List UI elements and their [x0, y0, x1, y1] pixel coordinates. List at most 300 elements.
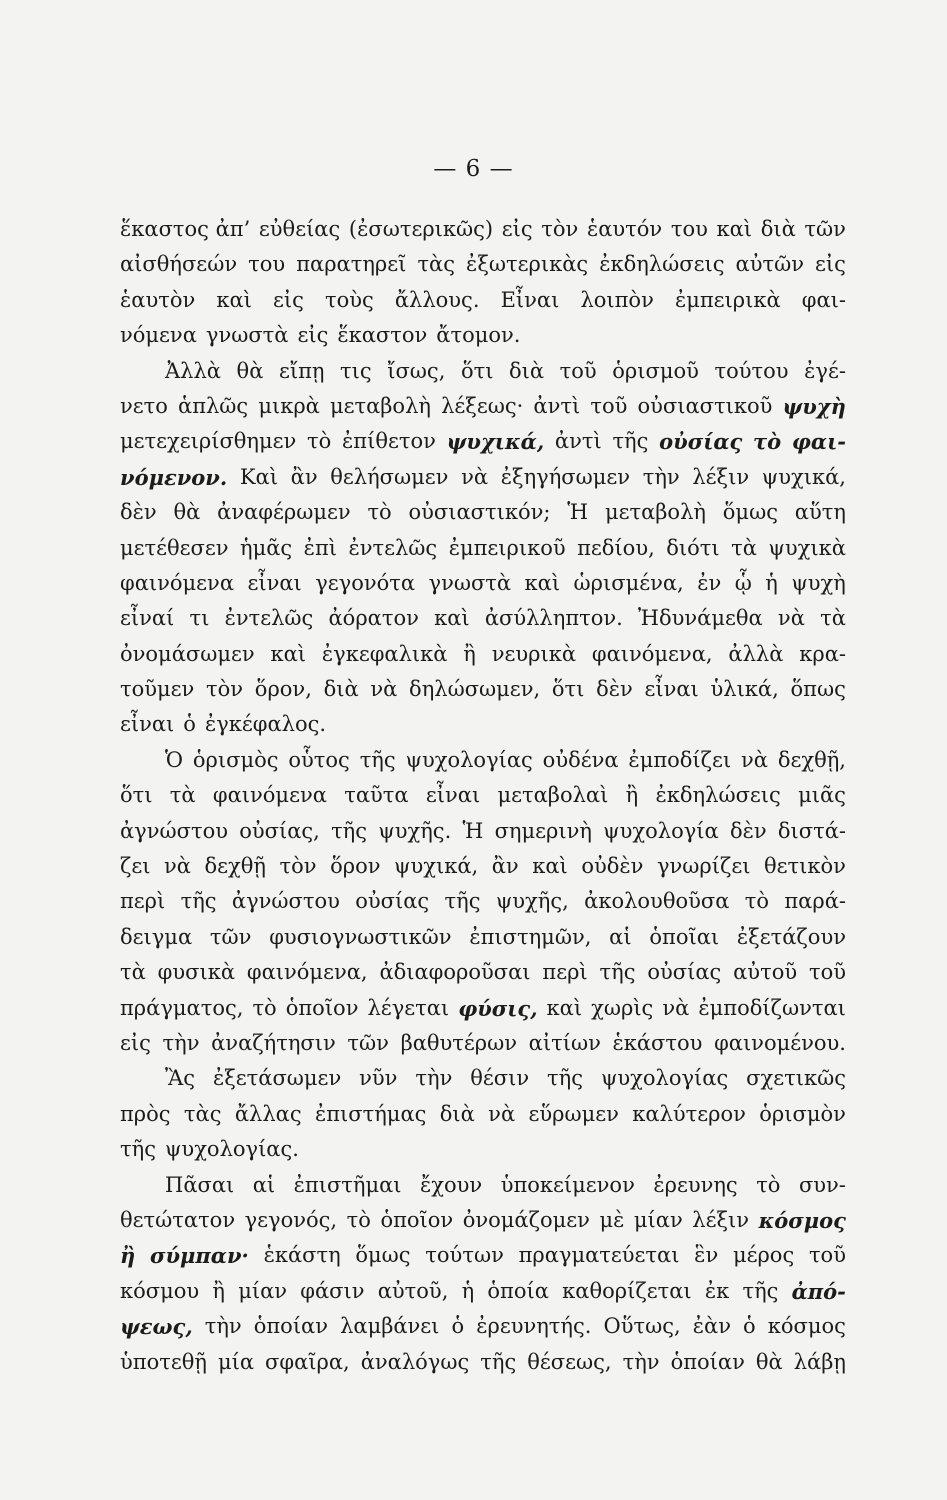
- word: μετέθεσεν: [120, 535, 229, 560]
- text-line: [120, 1274, 846, 1309]
- word: ὅτι: [551, 677, 585, 702]
- word: γεγονότα: [315, 570, 416, 595]
- word: ἐξετάζουν: [736, 924, 846, 949]
- word: οὗτος: [288, 747, 350, 772]
- word: Καὶ: [239, 464, 278, 489]
- word: βαθυτέρων: [400, 1030, 518, 1055]
- word: μίαν: [633, 1207, 683, 1232]
- word: φαι-: [801, 287, 846, 312]
- word: πρὸς: [120, 1101, 171, 1126]
- word: φάσιν: [300, 1278, 365, 1303]
- word: ψυχολογίας: [600, 1066, 729, 1091]
- word: δεχθῇ,: [777, 747, 846, 772]
- word: τὸν: [206, 677, 244, 702]
- word: ὁποῖον: [380, 1207, 454, 1232]
- word: ἐρευνης: [653, 1172, 738, 1197]
- text-line: [120, 955, 846, 990]
- word: πραγματεύεται: [518, 1243, 680, 1268]
- word: τις: [340, 358, 372, 383]
- emphasized-word: ἀπό-: [791, 1278, 846, 1304]
- emphasized-word: οὐσίας: [659, 429, 743, 455]
- word: τὸ: [756, 1172, 781, 1197]
- word: δειγμα: [120, 924, 193, 949]
- text-line: [120, 884, 846, 919]
- word: ἀντὶ: [554, 429, 602, 454]
- word: αὐτοῦ: [733, 960, 798, 985]
- word: ἑκάστου: [612, 1030, 703, 1055]
- word: εἶναι: [120, 712, 175, 737]
- word: τὰ: [120, 960, 146, 985]
- word: τὰ: [820, 606, 846, 631]
- word: νόμενα: [120, 323, 197, 348]
- word: ἡ: [461, 1278, 475, 1303]
- word: τὴν: [622, 1349, 660, 1374]
- word: ψυχικά,: [761, 464, 846, 489]
- word: τὴν: [162, 1030, 200, 1055]
- word: ἀγνώστου: [120, 818, 228, 843]
- text-line: [120, 1061, 846, 1096]
- word: πεδίου,: [577, 535, 655, 560]
- word: ὅρον: [330, 854, 381, 879]
- word: λέξιν: [692, 464, 750, 489]
- word: Οὕτως,: [603, 1314, 681, 1339]
- word: τὸ: [252, 995, 277, 1020]
- word: εὕρωμεν: [528, 1101, 619, 1126]
- word: διὰ: [323, 677, 359, 702]
- word: ἐρευνητής.: [476, 1314, 592, 1339]
- text-line: [120, 212, 846, 247]
- word: εἰς: [272, 287, 304, 312]
- word: εἴπῃ: [278, 358, 325, 383]
- word: Ἂς: [165, 1066, 196, 1091]
- word: θετικὸν: [763, 854, 846, 879]
- word: τῶν: [347, 1030, 389, 1055]
- word: ἀλλὰ: [728, 641, 784, 666]
- word: οὐσίας: [647, 960, 722, 985]
- word: τὰς: [183, 1101, 222, 1126]
- text-line: [120, 389, 846, 424]
- word: τι: [189, 606, 210, 631]
- word: θέσιν: [470, 1066, 530, 1091]
- word: λάβῃ: [793, 1349, 846, 1374]
- word: μία: [217, 1349, 255, 1374]
- word: καὶ: [532, 854, 568, 879]
- word: ἡμᾶς: [240, 535, 293, 560]
- word: Εἶναι: [500, 287, 560, 312]
- word: ἀναφέρωμεν: [217, 500, 351, 525]
- word: ἁπλῶς: [178, 393, 249, 418]
- word: ὅρον,: [254, 677, 312, 702]
- word: κόσμου: [120, 1278, 200, 1303]
- word: ἢ: [625, 783, 639, 808]
- word: καὶ: [524, 570, 561, 595]
- word: τὴν: [204, 1314, 242, 1339]
- text-line: [120, 460, 846, 495]
- word: ὁποία: [487, 1278, 549, 1303]
- word: σημερινὴ: [494, 818, 592, 843]
- word: ἐὰν: [692, 1314, 731, 1339]
- word: ὁποῖαι: [649, 924, 720, 949]
- word: θὰ: [173, 500, 201, 525]
- word: ὑποκείμενον: [500, 1172, 635, 1197]
- word: ψυχολογίας.: [164, 1137, 299, 1162]
- word: τὸν: [541, 217, 579, 241]
- word: μικρὰ: [258, 393, 320, 418]
- word: ἀναλόγως: [360, 1349, 470, 1374]
- word: τὰ: [731, 535, 757, 560]
- word: ὅμως: [722, 500, 778, 525]
- word: ὁ: [183, 712, 196, 737]
- word: ἐκδηλώσεις: [655, 783, 781, 808]
- word: φαινομένου.: [714, 1030, 846, 1055]
- word: εἰς: [297, 323, 329, 348]
- word: συν-: [798, 1172, 846, 1197]
- word: ὀνομάσωμεν: [120, 641, 255, 666]
- word: σχετικῶς: [746, 1066, 846, 1091]
- word: ψυχολογίας: [405, 747, 533, 772]
- word: ἀόρατον: [328, 606, 419, 631]
- word: φαινόμενα: [120, 570, 235, 595]
- text-line: [120, 531, 846, 566]
- text-line: [120, 354, 846, 389]
- word: του: [670, 217, 708, 241]
- word: οὐδένα: [542, 747, 619, 772]
- word: ἕκαστος ἀπ’: [120, 217, 251, 241]
- word: τῆς: [547, 1066, 584, 1091]
- word: καὶ: [434, 606, 470, 631]
- text-line: [120, 1238, 846, 1273]
- text-line: [120, 495, 846, 530]
- word: ὅτι: [120, 783, 153, 808]
- word: ἐμποδίζωνται: [698, 995, 846, 1020]
- word: θὰ: [755, 1349, 783, 1374]
- word: καὶ: [546, 995, 583, 1020]
- body-text: [120, 212, 846, 1380]
- word: ὁποῖον: [285, 995, 359, 1020]
- word: ὀνομάζομεν: [462, 1207, 590, 1232]
- word: ἐκ: [704, 1278, 730, 1303]
- word: ᾧ: [734, 570, 752, 595]
- word: καὶ: [270, 641, 307, 666]
- word: μεταβολαὶ: [497, 783, 609, 808]
- text-line: [120, 778, 846, 813]
- word: ἐξηγήσωμεν: [500, 464, 631, 489]
- text-line: [120, 707, 846, 742]
- text-line: [120, 601, 846, 636]
- word: νὰ: [461, 464, 489, 489]
- word: αὕτη: [794, 500, 846, 525]
- word: τῆς: [599, 960, 636, 985]
- word: τοὺς: [324, 287, 374, 312]
- word: ὡρισμένα,: [573, 570, 684, 595]
- word: γνωστὰ: [205, 323, 289, 348]
- word: Ἡ: [567, 500, 589, 525]
- emphasized-word: κόσμος: [758, 1207, 846, 1233]
- word: διστά-: [777, 818, 846, 843]
- word: τὰς: [417, 252, 455, 277]
- word: αἱ: [252, 1172, 276, 1197]
- word: αἰσθήσεών: [120, 252, 238, 277]
- word: αἰτίων: [528, 1030, 601, 1055]
- word: θέσεως,: [527, 1349, 612, 1374]
- word: γνωστὰ: [428, 570, 512, 595]
- word: του: [248, 252, 286, 277]
- word: ἐκδηλώσεις: [599, 252, 725, 277]
- word: ψυχῆς,: [495, 889, 569, 914]
- word: διὰ: [509, 358, 545, 383]
- word: δὲν: [729, 818, 767, 843]
- word: τῆς: [331, 818, 368, 843]
- word: οὐσίας: [355, 889, 430, 914]
- word: λέγεται: [367, 995, 450, 1020]
- word: τὰ: [169, 783, 196, 808]
- word: ὁρισμοῦ: [612, 358, 699, 383]
- word: τῆς: [742, 1278, 779, 1303]
- word: διὰ: [760, 217, 796, 241]
- word: μιᾶς: [798, 783, 846, 808]
- word: παρά-: [784, 889, 846, 914]
- word: ἢ: [463, 641, 476, 666]
- word: ἀντὶ: [533, 393, 581, 418]
- word: ἑκάστη: [263, 1243, 341, 1268]
- text-line: [120, 743, 846, 778]
- word: ὑλικά,: [710, 677, 779, 702]
- word: θετώτατον: [120, 1207, 236, 1232]
- word: περὶ: [120, 889, 166, 914]
- text-line: [120, 1345, 846, 1380]
- word: λέξιν: [692, 1207, 750, 1232]
- text-line: [120, 1168, 846, 1203]
- word: τὸν: [279, 854, 317, 879]
- text-line: [120, 991, 846, 1026]
- word: τοῦ: [559, 358, 597, 383]
- word: τοῦ: [808, 1243, 846, 1268]
- word: καθορίζεται: [562, 1278, 692, 1303]
- word: ἂν: [491, 854, 519, 879]
- word: φαινόμενα: [212, 783, 327, 808]
- word: τὸ: [744, 889, 770, 914]
- text-line: [120, 849, 846, 884]
- emphasized-word: ἢ: [120, 1243, 136, 1269]
- word: ἀναζήτησιν: [211, 1030, 336, 1055]
- word: εἶναι: [644, 677, 699, 702]
- word: νὰ: [488, 1101, 516, 1126]
- word: μετεχειρίσθημεν: [120, 429, 297, 454]
- word: μίαν: [238, 1278, 288, 1303]
- word: τῆς: [612, 429, 649, 454]
- word: τοῦ: [590, 393, 628, 418]
- text-line: [120, 814, 846, 849]
- word: καὶ: [716, 217, 753, 241]
- word: ἐπιστήμας: [314, 1101, 427, 1126]
- word: ψυχῆς.: [378, 818, 452, 843]
- word: θελήσωμεν: [330, 464, 449, 489]
- word: οὐδὲν: [581, 854, 644, 879]
- word: τῶν: [209, 924, 252, 949]
- word: νῦν: [359, 1066, 398, 1091]
- text-line: [120, 672, 846, 707]
- word: ἐπιστημῶν,: [469, 924, 592, 949]
- word: ὅμως: [355, 1243, 411, 1268]
- word: θὰ: [236, 358, 264, 383]
- word: καὶ: [216, 287, 252, 312]
- text-line: [120, 283, 846, 318]
- word: ὁ: [743, 1314, 756, 1339]
- text-line: [120, 1203, 846, 1238]
- text-line: [120, 637, 846, 672]
- emphasized-word: ψυχὴ: [782, 393, 846, 419]
- word: ἐγκεφαλικὰ: [321, 641, 448, 666]
- word: τοῦμεν: [120, 677, 195, 702]
- word: Ἠδυνάμεθα: [638, 606, 763, 631]
- word: οὐσιαστικόν;: [408, 500, 551, 525]
- word: οὐσιαστικοῦ: [637, 393, 773, 418]
- word: ἀδιαφοροῦσαι: [379, 960, 531, 985]
- word: αὐτοῦ,: [377, 1278, 449, 1303]
- text-line: [120, 1309, 846, 1344]
- word: ἐντελῶς: [348, 535, 438, 560]
- word: οὐσίας,: [239, 818, 320, 843]
- word: ἐντελῶς: [224, 606, 314, 631]
- word: ἀκολουθοῦσα: [584, 889, 730, 914]
- word: ἕκαστον: [337, 323, 428, 348]
- word: ὑποτεθῇ: [120, 1349, 207, 1374]
- word: ἐμποδίζει: [628, 747, 732, 772]
- word: ὁρισμὸν: [759, 1101, 846, 1126]
- word: φυσικὰ: [157, 960, 236, 985]
- word: ἡ: [765, 570, 778, 595]
- word: νετο: [120, 393, 168, 418]
- word: ψυχὴ: [791, 570, 846, 595]
- word: ἐμπειρικὰ: [674, 287, 781, 312]
- text-line: [120, 247, 846, 282]
- word: παρατηρεῖ: [296, 252, 407, 277]
- word: εἶναί: [120, 606, 175, 631]
- word: εἰς: [120, 1030, 151, 1055]
- word: ἂν: [290, 464, 318, 489]
- word: ὁ: [451, 1314, 465, 1339]
- word: ὅτι: [460, 358, 494, 383]
- word: αἱ: [609, 924, 632, 949]
- word: φαινόμενα,: [246, 960, 368, 985]
- word: νὰ: [370, 677, 398, 702]
- word: τούτων: [425, 1243, 504, 1268]
- word: τῆς: [120, 1137, 156, 1162]
- word: τῆς: [359, 747, 396, 772]
- word: ὁποίαν: [670, 1349, 745, 1374]
- word: ἐξωτερικὰς: [466, 252, 589, 277]
- word: ἐπὶ: [303, 535, 337, 560]
- word: γνωρίζει: [656, 854, 751, 879]
- word: τῆς: [480, 1349, 517, 1374]
- word: ἴσως,: [387, 358, 446, 383]
- word: τῆς: [180, 889, 217, 914]
- text-line: [120, 424, 846, 459]
- emphasized-word: τὸ: [753, 429, 782, 455]
- page-number: — 6 —: [433, 156, 514, 182]
- word: τὴν: [642, 464, 680, 489]
- word: δεχθῇ: [204, 854, 266, 879]
- word: περὶ: [542, 960, 588, 985]
- word: ἄλλους.: [394, 287, 480, 312]
- word: (ἐσωτερικῶς): [348, 217, 494, 241]
- emphasized-word: ψεως,: [120, 1314, 193, 1340]
- word: ἐγκέφαλος.: [204, 712, 327, 737]
- word: κρα-: [799, 641, 846, 666]
- text-line: [120, 566, 846, 601]
- word: ἐξετάσωμεν: [212, 1066, 342, 1091]
- word: ψυχικὰ: [768, 535, 846, 560]
- word: μέρος: [732, 1243, 795, 1268]
- word: ἀσύλληπτον.: [484, 606, 623, 631]
- word: φαινόμενα,: [591, 641, 713, 666]
- word: τὴν: [415, 1066, 453, 1091]
- emphasized-word: φύσις,: [458, 995, 538, 1021]
- word: εἰς: [501, 217, 533, 241]
- text-line: [120, 318, 846, 353]
- word: νευρικὰ: [491, 641, 577, 666]
- text-line: [120, 1026, 846, 1061]
- word: ἄλλας: [234, 1101, 302, 1126]
- word: ὁποίαν: [253, 1314, 329, 1339]
- word: ἑαυτὸν: [120, 287, 196, 312]
- word: εὐθείας: [258, 217, 341, 241]
- word: δὲν: [120, 500, 157, 525]
- word: ἐν: [697, 570, 722, 595]
- emphasized-word: νόμενον.: [120, 464, 228, 490]
- word: γεγονός,: [244, 1207, 338, 1232]
- word: δηλώσωμεν,: [409, 677, 541, 702]
- text-line: [120, 1132, 846, 1167]
- word: εἶναι: [247, 570, 302, 595]
- word: σφαῖρα,: [265, 1349, 350, 1374]
- word: κόσμος: [767, 1314, 846, 1339]
- word: Ἡ: [462, 818, 484, 843]
- word: τὸ: [307, 429, 332, 454]
- word: τῶν: [804, 217, 846, 241]
- word: νὰ: [662, 995, 690, 1020]
- word: ἐπιστῆμαι: [293, 1172, 402, 1197]
- word: ἀγνώστου: [231, 889, 340, 914]
- word: ψυχολογία: [603, 818, 719, 843]
- emphasized-word: ψυχικά,: [446, 429, 545, 455]
- text-line: [120, 1097, 846, 1132]
- word: μὲ: [599, 1207, 625, 1232]
- word: ἢ: [212, 1278, 225, 1303]
- word: πράγματος,: [120, 995, 244, 1020]
- word: λαμβάνει: [340, 1314, 440, 1339]
- word: ζει: [120, 854, 151, 879]
- word: τούτου: [714, 358, 789, 383]
- word: ἐπίθετον: [342, 429, 436, 454]
- word: εἰς: [815, 252, 846, 277]
- word: τὸ: [367, 500, 392, 525]
- word: ψυχικά,: [394, 854, 479, 879]
- word: νὰ: [164, 854, 191, 879]
- word: ὅπως: [790, 677, 846, 702]
- word: τοῦ: [808, 960, 846, 985]
- word: ἐμπειρικοῦ: [448, 535, 566, 560]
- word: φυσιογνωστικῶν: [269, 924, 452, 949]
- word: καλύτερον: [632, 1101, 746, 1126]
- word: μεταβολὴ: [604, 500, 706, 525]
- word: εἶναι: [425, 783, 481, 808]
- word: λοιπὸν: [580, 287, 654, 312]
- emphasized-word: σύμπαν·: [150, 1243, 249, 1269]
- word: λέξεως·: [441, 393, 524, 418]
- word: ὁρισμὸς: [192, 747, 279, 772]
- word: ἑαυτόν: [586, 217, 663, 241]
